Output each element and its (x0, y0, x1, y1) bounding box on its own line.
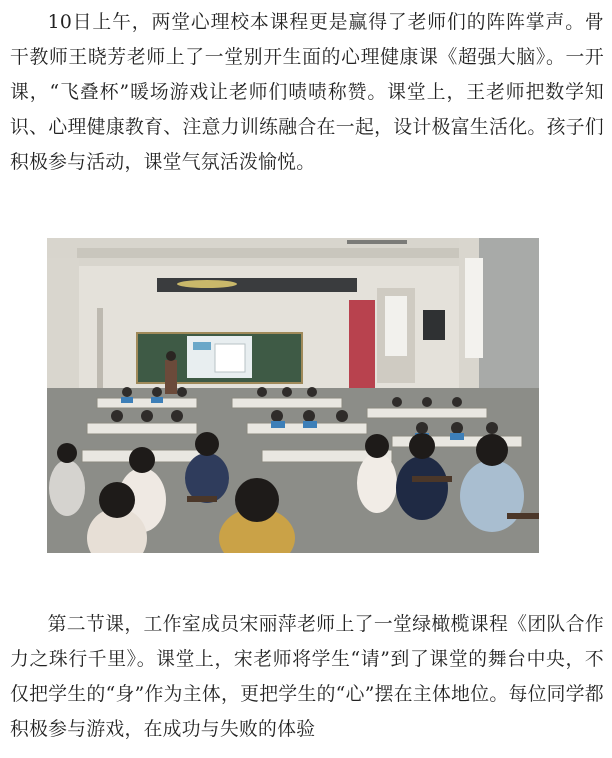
speaker (423, 310, 445, 340)
paragraph-1: 10日上午，两堂心理校本课程更是赢得了老师们的阵阵掌声。骨干教师王晓芳老师上了一堂别开生面的心理健康课《超强大脑》。一开课，“飞叠杯”暖场游戏让老师们啧啧称赞。课堂上，王老师把数学知识、心理健康教育、注意力训练融合在一起，设计极富生活化。孩子们积极参与活动，课堂气氛活泼愉悦。 (10, 12, 604, 173)
right-curtain (479, 238, 539, 388)
teacher (165, 360, 177, 394)
curtain (349, 300, 375, 398)
classroom-photo (47, 238, 539, 553)
paragraph-2: 第二节课，工作室成员宋丽萍老师上了一堂绿橄榄课程《团队合作力之珠行千里》。课堂上，宋老师将学生“请”到了课堂的舞台中央，不仅把学生的“身”作为主体，更把学生的“心”摆在主体地位。每位同学都积极参与游戏，在成功与失败的体验 (10, 614, 604, 740)
